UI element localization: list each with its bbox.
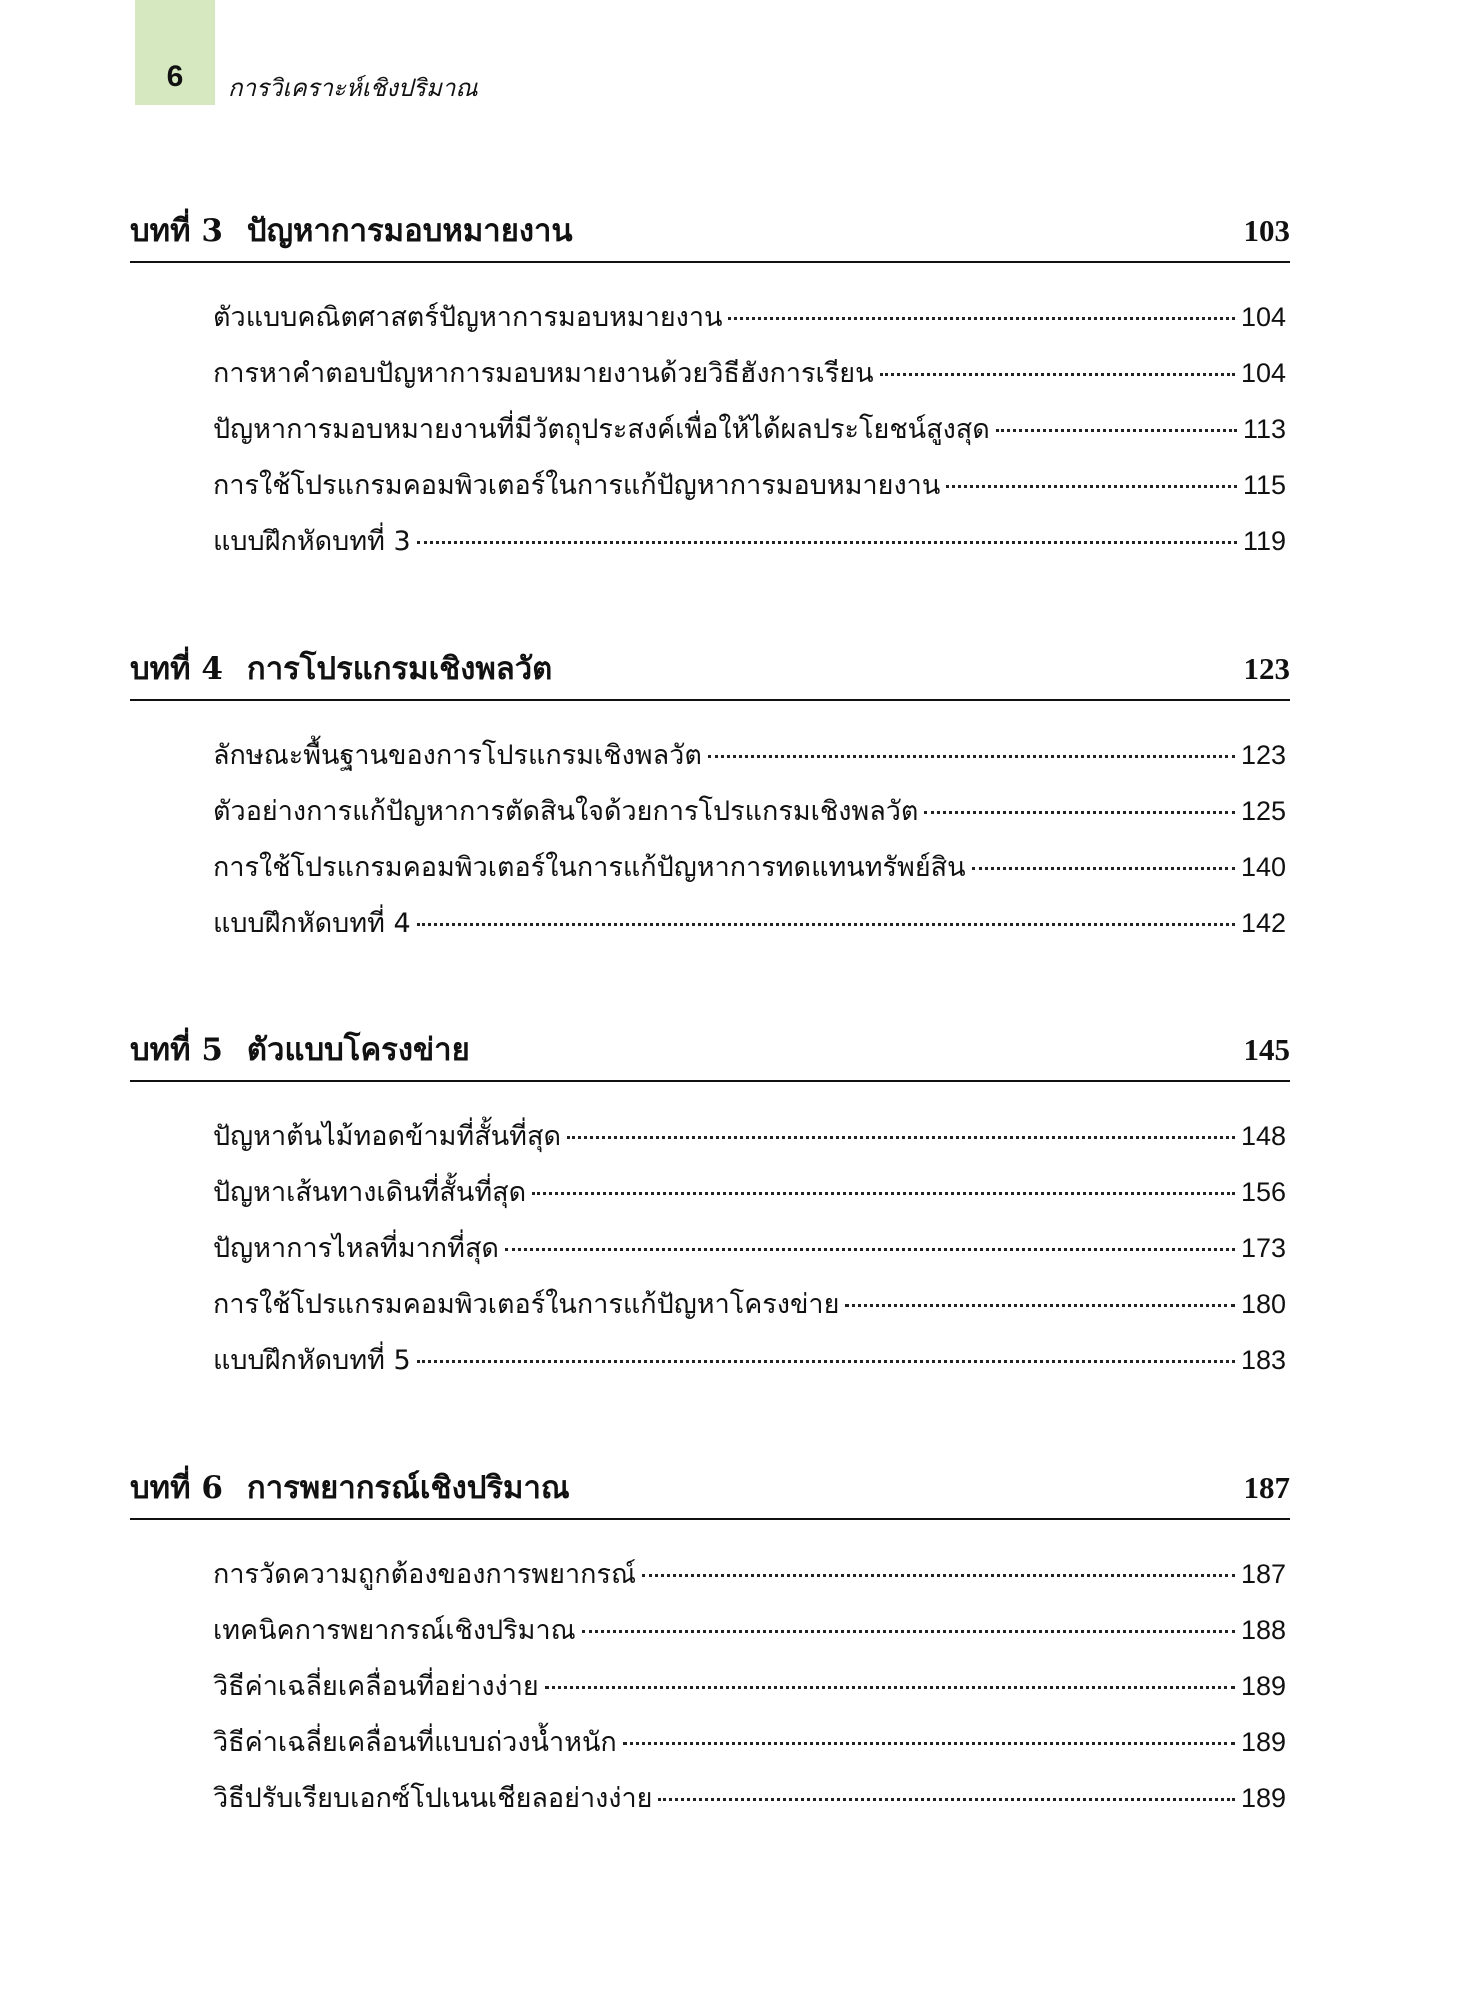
dot-leader bbox=[623, 1742, 1235, 1745]
entry-title: ปัญหาการมอบหมายงานที่มีวัตถุประสงค์เพื่อให้ได้ผลประโยชน์สูงสุด bbox=[213, 414, 990, 445]
entry-page: 104 bbox=[1240, 358, 1286, 388]
entry-page: 119 bbox=[1242, 526, 1286, 556]
entry-title: การใช้โปรแกรมคอมพิวเตอร์ในการแก้ปัญหาโครงข่าย bbox=[213, 1289, 840, 1320]
entry-page: 189 bbox=[1240, 1783, 1286, 1813]
entry-page: 183 bbox=[1240, 1345, 1286, 1375]
dot-leader bbox=[658, 1798, 1234, 1801]
chapter-number: บทที่ 3 bbox=[130, 213, 223, 249]
dot-leader bbox=[545, 1686, 1235, 1689]
entry-title: การวัดความถูกต้องของการพยากรณ์ bbox=[213, 1559, 637, 1590]
toc-entry[interactable] bbox=[213, 901, 1286, 957]
toc-entry[interactable] bbox=[213, 295, 1286, 351]
toc-entry[interactable] bbox=[213, 1608, 1286, 1664]
entry-page: 148 bbox=[1240, 1121, 1286, 1151]
chapter-heading bbox=[130, 1462, 1290, 1520]
dot-leader bbox=[505, 1248, 1235, 1251]
chapter-page: 103 bbox=[1243, 213, 1290, 248]
toc-entry[interactable] bbox=[213, 1338, 1286, 1394]
entry-page: 125 bbox=[1240, 796, 1286, 826]
chapter-4 bbox=[130, 643, 1290, 957]
dot-leader bbox=[417, 541, 1237, 544]
dot-leader bbox=[924, 811, 1234, 814]
entry-title: แบบฝึกหัดบทที่ 3 bbox=[213, 526, 411, 557]
entry-title: วิธีปรับเรียบเอกซ์โปเนนเชียลอย่างง่าย bbox=[213, 1783, 653, 1814]
entry-title: วิธีค่าเฉลี่ยเคลื่อนที่แบบถ่วงน้ำหนัก bbox=[213, 1727, 617, 1758]
page-number: 6 bbox=[166, 60, 184, 93]
toc-entry[interactable] bbox=[213, 407, 1286, 463]
entry-title: ปัญหาต้นไม้ทอดข้ามที่สั้นที่สุด bbox=[213, 1121, 561, 1152]
chapter-number: บทที่ 5 bbox=[130, 1032, 223, 1068]
toc-entry[interactable] bbox=[213, 1776, 1286, 1832]
chapter-number: บทที่ 6 bbox=[130, 1470, 223, 1506]
chapter-page: 145 bbox=[1243, 1032, 1290, 1067]
toc-entry[interactable] bbox=[213, 351, 1286, 407]
dot-leader bbox=[880, 373, 1235, 376]
chapter-title: การพยากรณ์เชิงปริมาณ bbox=[246, 1470, 570, 1506]
entry-page: 189 bbox=[1240, 1671, 1286, 1701]
entry-page: 188 bbox=[1240, 1615, 1286, 1645]
dot-leader bbox=[728, 317, 1234, 320]
entry-page: 142 bbox=[1240, 908, 1286, 938]
chapter-3 bbox=[130, 205, 1290, 575]
toc-entry[interactable] bbox=[213, 1664, 1286, 1720]
entry-title: ลักษณะพื้นฐานของการโปรแกรมเชิงพลวัต bbox=[213, 740, 702, 771]
dot-leader bbox=[708, 755, 1235, 758]
entry-title: ปัญหาการไหลที่มากที่สุด bbox=[213, 1233, 499, 1264]
chapter-title: ปัญหาการมอบหมายงาน bbox=[246, 213, 573, 249]
chapter-5 bbox=[130, 1024, 1290, 1394]
entry-page: 187 bbox=[1240, 1559, 1286, 1589]
toc-entry[interactable] bbox=[213, 1170, 1286, 1226]
entry-page: 180 bbox=[1240, 1289, 1286, 1319]
chapter-heading bbox=[130, 643, 1290, 701]
toc-entry[interactable] bbox=[213, 463, 1286, 519]
dot-leader bbox=[845, 1304, 1235, 1307]
toc-entry[interactable] bbox=[213, 789, 1286, 845]
entry-title: เทคนิคการพยากรณ์เชิงปริมาณ bbox=[213, 1615, 576, 1646]
entry-title: การใช้โปรแกรมคอมพิวเตอร์ในการแก้ปัญหาการมอบหมายงาน bbox=[213, 470, 941, 501]
chapter-6 bbox=[130, 1462, 1290, 1832]
dot-leader bbox=[996, 429, 1237, 432]
entry-page: 189 bbox=[1240, 1727, 1286, 1757]
chapter-title: การโปรแกรมเชิงพลวัต bbox=[246, 651, 553, 687]
entry-title: การหาคำตอบปัญหาการมอบหมายงานด้วยวิธีฮังการเรียน bbox=[213, 358, 874, 389]
toc-entry[interactable] bbox=[213, 1720, 1286, 1776]
entry-title: ตัวอย่างการแก้ปัญหาการตัดสินใจด้วยการโปรแกรมเชิงพลวัต bbox=[213, 796, 919, 827]
dot-leader bbox=[972, 867, 1235, 870]
dot-leader bbox=[417, 1360, 1235, 1363]
entry-title: แบบฝึกหัดบทที่ 5 bbox=[213, 1345, 411, 1376]
entry-page: 123 bbox=[1240, 740, 1286, 770]
toc-entry[interactable] bbox=[213, 1226, 1286, 1282]
chapter-page: 123 bbox=[1243, 651, 1290, 686]
dot-leader bbox=[582, 1630, 1235, 1633]
entry-page: 115 bbox=[1242, 470, 1286, 500]
chapter-title: ตัวแบบโครงข่าย bbox=[246, 1032, 470, 1068]
toc-entry[interactable] bbox=[213, 1282, 1286, 1338]
chapter-heading bbox=[130, 1024, 1290, 1082]
entry-title: ตัวแบบคณิตศาสตร์ปัญหาการมอบหมายงาน bbox=[213, 302, 723, 333]
chapter-page: 187 bbox=[1243, 1470, 1290, 1505]
entry-page: 113 bbox=[1242, 414, 1286, 444]
chapter-number: บทที่ 4 bbox=[130, 651, 223, 687]
dot-leader bbox=[532, 1192, 1235, 1195]
dot-leader bbox=[567, 1136, 1235, 1139]
entry-page: 140 bbox=[1240, 852, 1286, 882]
entry-title: วิธีค่าเฉลี่ยเคลื่อนที่อย่างง่าย bbox=[213, 1671, 539, 1702]
entry-page: 104 bbox=[1240, 302, 1286, 332]
entry-title: แบบฝึกหัดบทที่ 4 bbox=[213, 908, 411, 939]
toc-entry[interactable] bbox=[213, 1552, 1286, 1608]
dot-leader bbox=[642, 1574, 1235, 1577]
entry-title: ปัญหาเส้นทางเดินที่สั้นที่สุด bbox=[213, 1177, 527, 1208]
toc-entry[interactable] bbox=[213, 519, 1286, 575]
chapter-heading bbox=[130, 205, 1290, 263]
toc-entry[interactable] bbox=[213, 733, 1286, 789]
entry-page: 156 bbox=[1240, 1177, 1286, 1207]
toc-entry[interactable] bbox=[213, 845, 1286, 901]
toc-entry[interactable] bbox=[213, 1114, 1286, 1170]
entry-title: การใช้โปรแกรมคอมพิวเตอร์ในการแก้ปัญหาการทดแทนทรัพย์สิน bbox=[213, 852, 966, 883]
running-title: การวิเคราะห์เชิงปริมาณ bbox=[228, 74, 478, 102]
dot-leader bbox=[417, 923, 1235, 926]
entry-page: 173 bbox=[1240, 1233, 1286, 1263]
dot-leader bbox=[946, 485, 1237, 488]
